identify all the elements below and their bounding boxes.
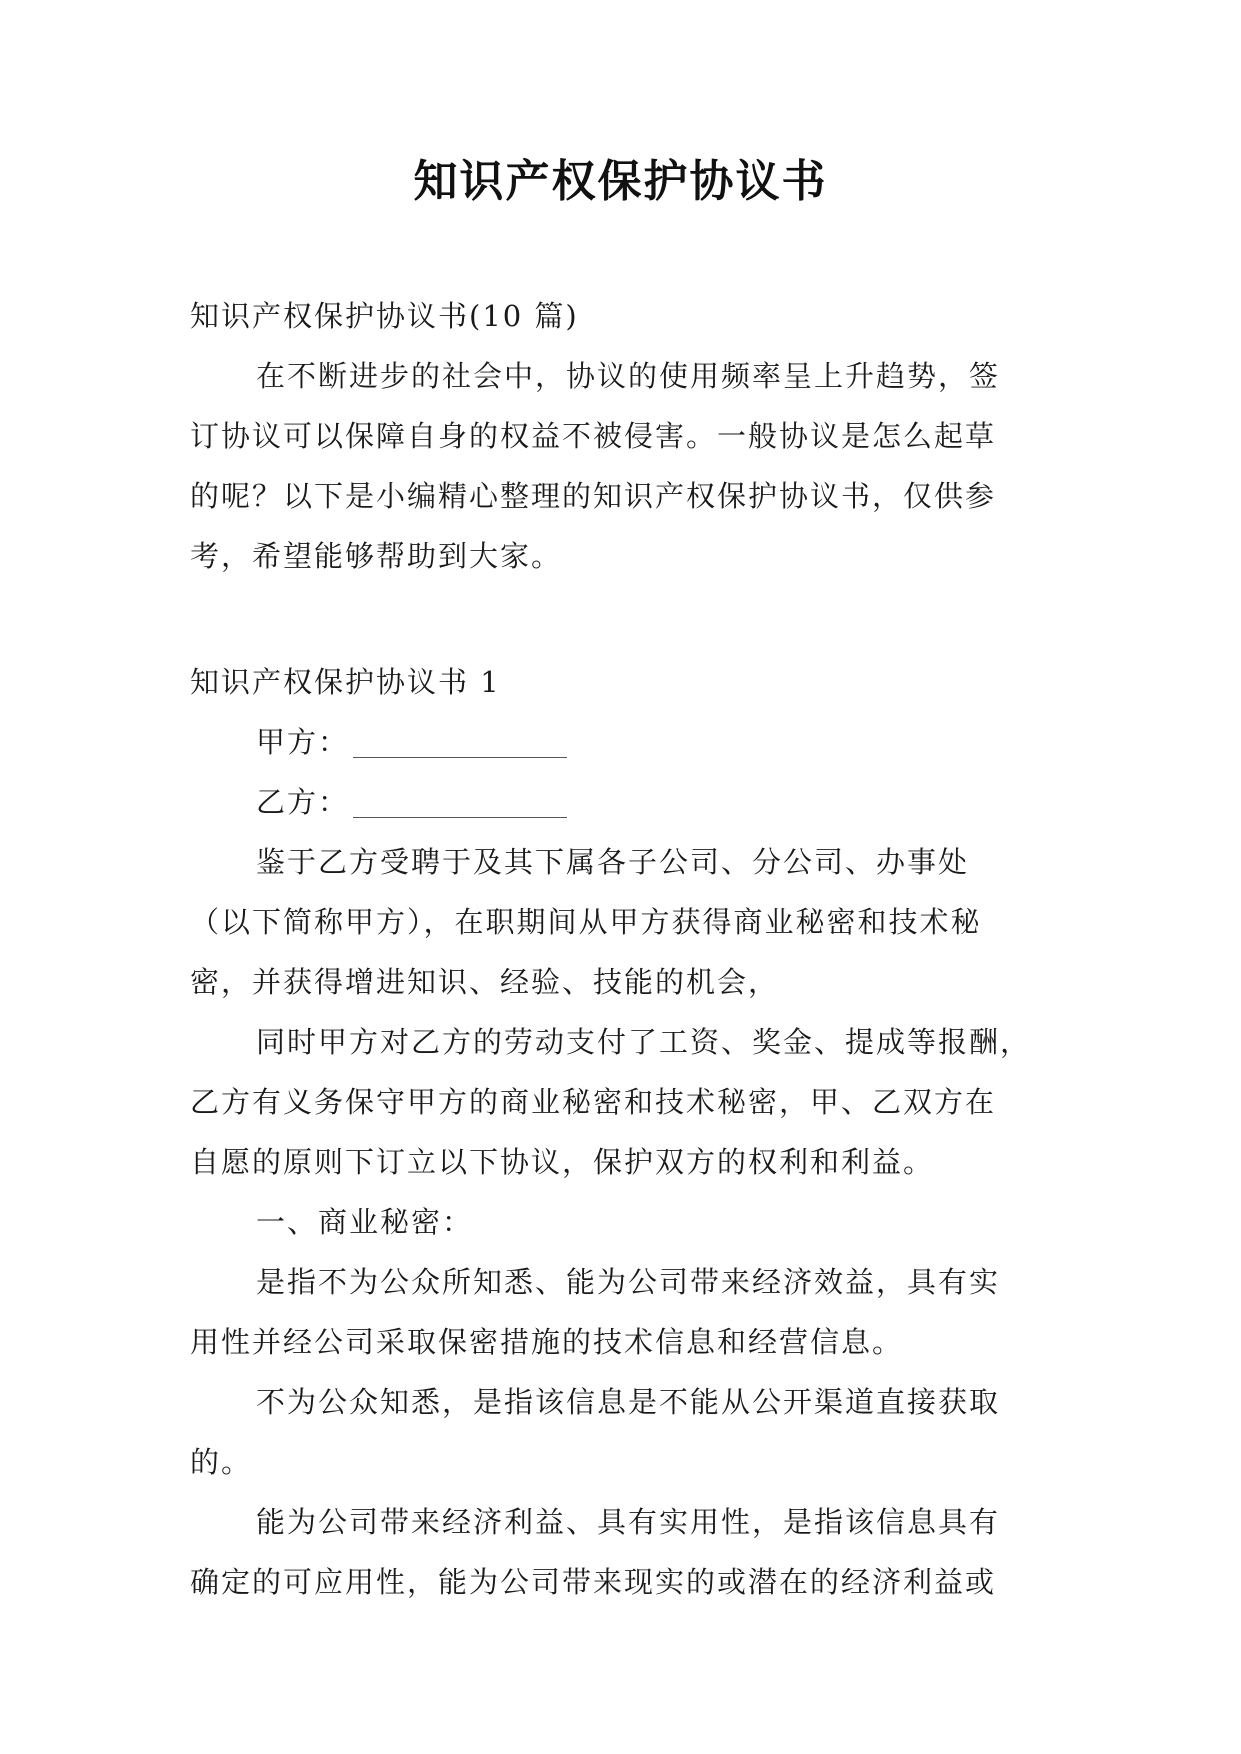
party-b-label: 乙方： [256,785,350,819]
party-a-blank [353,727,567,758]
clause1-para1-line-2: 用性并经公司采取保密措施的技术信息和经营信息。 [190,1325,904,1359]
document-body [190,286,1052,1612]
clause1-para2-line-2: 的。 [190,1445,253,1479]
para2-line-2: 乙方有义务保守甲方的商业秘密和技术秘密，甲、乙双方在 [190,1085,997,1119]
para2-line-1: 同时甲方对乙方的劳动支付了工资、奖金、提成等报酬， [256,1025,1032,1059]
party-b-blank [353,787,567,818]
clause1-para2-line-1: 不为公众知悉，是指该信息是不能从公开渠道直接获取 [256,1385,1001,1419]
clause-1-heading: 一、商业秘密： [256,1205,474,1239]
intro-line-1: 在不断进步的社会中，协议的使用频率呈上升趋势，签 [256,359,1001,393]
para2-line-3: 自愿的原则下订立以下协议，保护双方的权利和利益。 [190,1145,935,1179]
party-b-line [190,772,1052,832]
document-title: 知识产权保护协议书 [413,156,828,207]
para1-line-1: 鉴于乙方受聘于及其下属各子公司、分公司、办事处 [256,845,970,879]
intro-line-4: 考，希望能够帮助到大家。 [190,539,563,573]
intro-line-2: 订协议可以保障自身的权益不被侵害。一般协议是怎么起草 [190,419,997,453]
intro-line-3: 的呢？以下是小编精心整理的知识产权保护协议书，仅供参 [190,479,997,513]
section-spacer [190,586,1052,652]
clause1-para3-line-1: 能为公司带来经济利益、具有实用性，是指该信息具有 [256,1505,1001,1539]
section-1-heading: 知识产权保护协议书 1 [190,665,501,699]
para1-line-2: （以下简称甲方），在职期间从甲方获得商业秘密和技术秘 [190,905,982,939]
para1-line-3: 密，并获得增进知识、经验、技能的机会， [190,965,780,999]
party-a-line [190,712,1052,772]
document-subtitle: 知识产权保护协议书(10 篇) [190,299,579,333]
party-a-label: 甲方： [256,725,350,759]
clause1-para3-line-2: 确定的可应用性，能为公司带来现实的或潜在的经济利益或 [190,1565,997,1599]
clause1-para1-line-1: 是指不为公众所知悉、能为公司带来经济效益，具有实 [256,1265,1001,1299]
